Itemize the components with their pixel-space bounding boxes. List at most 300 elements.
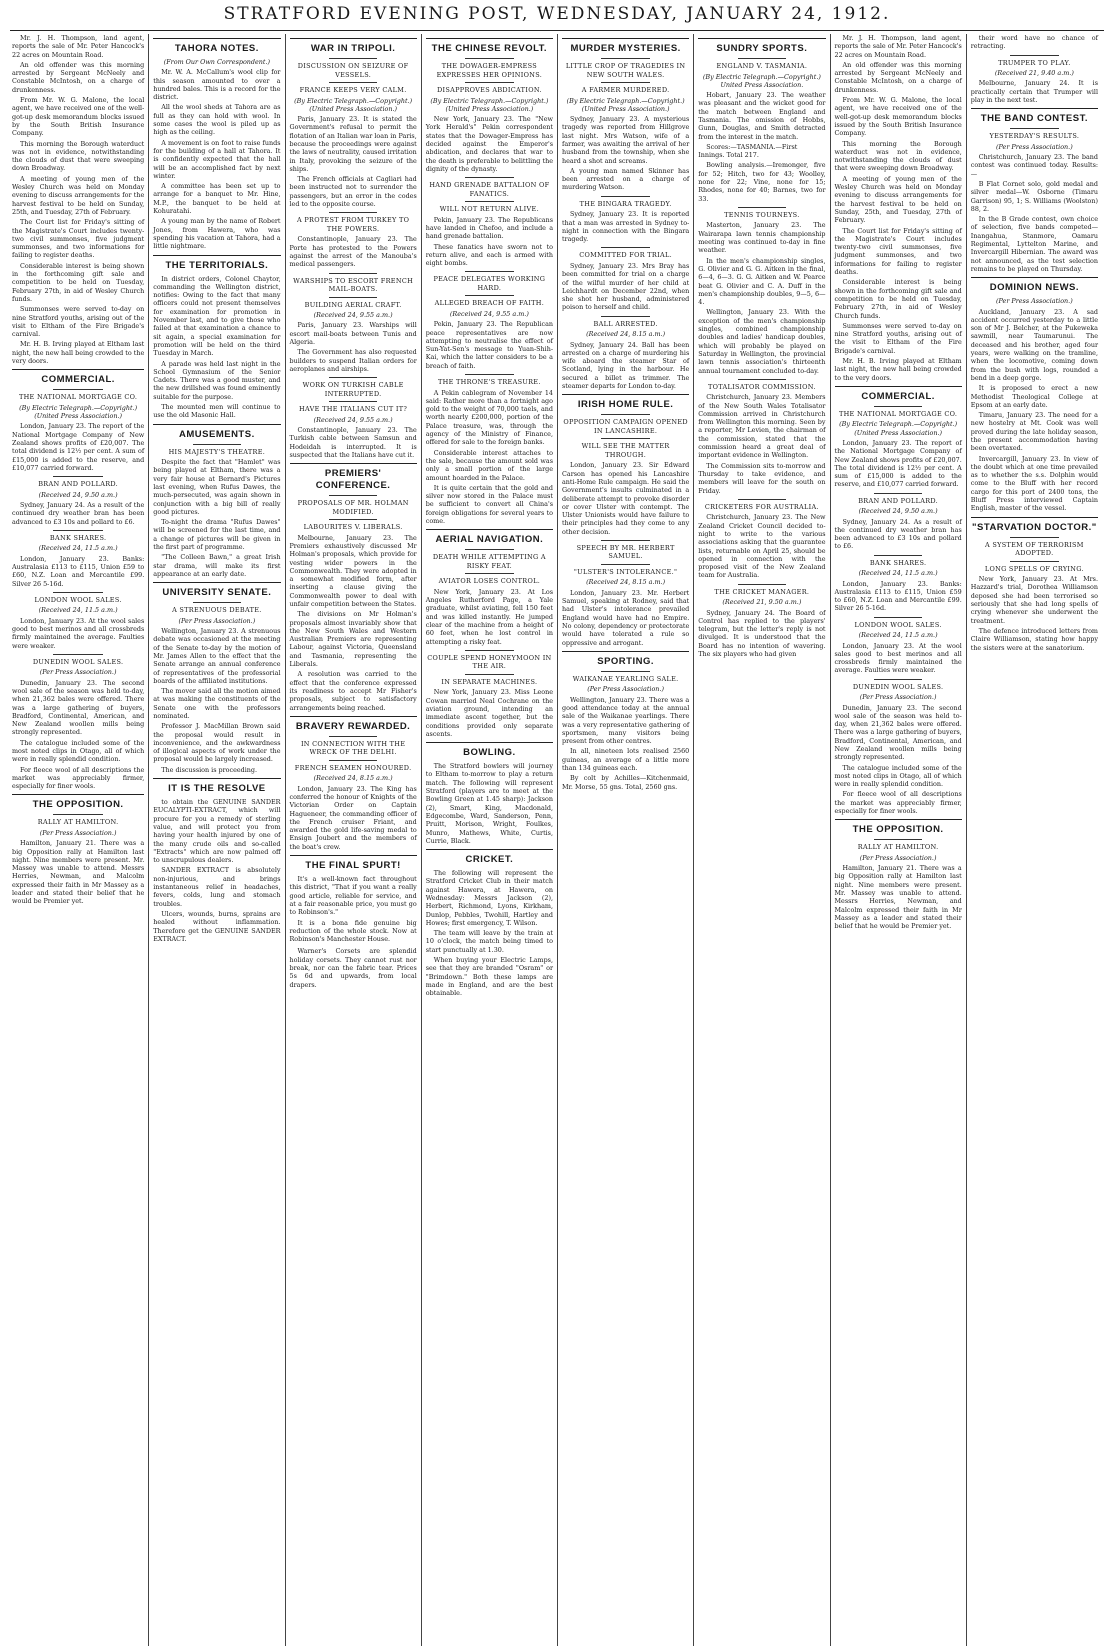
article-paragraph: A young man by the name of Robert Jones, from Hawera, who was spending his vacation at Tahora, had a little nightmare. — [153, 217, 281, 251]
article-byline: (By Electric Telegraph.—Copyright.) (United Press Association.) — [19, 403, 138, 421]
article-headline: CRICKET. — [465, 854, 514, 866]
sub-rule — [329, 82, 377, 83]
article-paragraph: Bowling analysis.—Iremonger, five for 52; Hitch, two for 43; Woolley, none for 22; Vine, none for 15; Rhodes, none for 40; Barnes, two for 33. — [698, 161, 826, 203]
article-subheading: OPPOSITION CAMPAIGN OPENED IN LANCASHIRE. — [563, 418, 688, 435]
article — [290, 716, 417, 851]
article — [835, 679, 962, 816]
article-paragraph: Warner's Corsets are splendid holiday corsets. They cannot rust nor break, nor can the fabric tear. Prices 5s 6d and upwards, from local drapers. — [289, 947, 417, 989]
column-rule — [12, 369, 144, 370]
article — [12, 34, 144, 365]
article-byline: (Per Press Association.) — [996, 297, 1073, 306]
article-subheading: RALLY AT HAMILTON. — [857, 843, 939, 852]
sub-rule — [1010, 537, 1058, 538]
article-paragraph: Christchurch, January 23. Members of the New South Wales Totalisator Commission arrived in Christchurch from Wellington this morning. Seen by a reporter, Mr Levien, the chairman of the commission, stated that the commission heard a great deal of important evidence in Wellington. — [698, 393, 826, 460]
article-subheading: IN CONNECTION WITH THE WRECK OF THE DELHI. — [300, 739, 406, 757]
sub-rule — [53, 814, 103, 815]
article — [12, 369, 144, 472]
article-paragraph: These fanatics have sworn not to return alive, and each is armed with eight bombs. — [425, 242, 553, 268]
article-subheading: "ULSTER'S INTOLERANCE." — [573, 567, 678, 576]
article-subheading: THE BINGARA TRAGEDY. — [579, 199, 672, 208]
article-headline: SPORTING. — [597, 655, 654, 667]
article-subheading: THE CRICKET MANAGER. — [714, 587, 810, 596]
article-paragraph: By colt by Achilles—Kitchenmaid, Mr. Morse, 55 gns. Total, 2560 gns. — [562, 774, 690, 791]
article-paragraph: Hamilton, January 21. There was a big Opposition rally at Hamilton last night. Nine members were present. Mr. Massey was unable to attend. Messrs Herries, Newman, and Malcolm expressed their faith in Mr Massey as a leader and stated their belief that he would be Premier yet. — [12, 839, 145, 906]
article-byline: (Received 24, 8.15 a.m.) — [586, 578, 666, 587]
column-rule — [426, 38, 553, 39]
article-byline: (Received 24, 9.50 a.m.) — [858, 507, 938, 516]
article-paragraph: Melbourne, January 23. The Premiers exhaustively discussed Mr Holman's proposals, which provide for vesting wider powers in the Commonwealth. They were adopted in a somewhat modified form, after inserting a clause giving the Commonwealth power to deal with unfair competition between the States. — [289, 533, 417, 608]
article-byline: (Received 24, 9.55 a.m.) — [449, 309, 529, 318]
article — [835, 386, 962, 489]
sub-rule — [1010, 128, 1058, 129]
article — [12, 530, 144, 588]
article-subheading: LITTLE CROP OF TRAGEDIES IN NEW SOUTH WALES. — [565, 62, 686, 79]
article — [835, 819, 962, 930]
article-paragraph: Wellington, January 23. With the exception of the men's championship singles, combined championship doubles and ladies' handicap doubles, which will probably be played on Saturday in Wellington, the provincial lawn tennis association's thirteenth annual tournament concluded to-day. — [698, 308, 826, 375]
article-subheading: BRAN AND POLLARD. — [38, 480, 119, 489]
article-subheading: YESTERDAY'S RESULTS. — [989, 132, 1080, 141]
article-subheading: WILL SEE THE MATTER THROUGH. — [581, 442, 670, 459]
article-byline: (By Electric Telegraph.—Copyright.) (United Press Association.) — [566, 96, 685, 113]
article-headline: AERIAL NAVIGATION. — [435, 534, 544, 546]
article — [562, 247, 689, 311]
sub-rule — [329, 297, 377, 298]
column-rule — [426, 529, 553, 530]
article-paragraph: The Court list for Friday's sitting of the Magistrate's Court includes twenty-two civil summonses, five judgment summonses, and two informations for failing to register deaths. — [12, 218, 145, 260]
column-rule — [971, 277, 1098, 278]
article-subheading: BUILDING AERIAL CRAFT. — [304, 300, 402, 309]
article-paragraph: This morning the Borough waterduct was not in evidence, notwithstanding the clouds of dust that were sweeping down Broadway. — [12, 139, 145, 173]
article — [971, 108, 1098, 273]
article — [153, 255, 280, 420]
article-paragraph: Mr. J. H. Thompson, land agent, reports the sale of Mr. Peter Hancock's 22 acres on Mountain Road. — [834, 34, 962, 59]
article — [562, 651, 689, 791]
article-paragraph: This morning the Borough waterduct was not in evidence, notwithstanding the clouds of dust that were sweeping down Broadway. — [834, 139, 962, 173]
article-subheading: ALLEGED BREACH OF FAITH. — [434, 299, 545, 308]
article-subheading: FRANCE KEEPS VERY CALM. — [299, 86, 407, 94]
article-subheading: WORK ON TURKISH CABLE INTERRUPTED. — [302, 381, 404, 398]
article-paragraph: Mr. J. H. Thompson, land agent, reports the sale of Mr. Peter Hancock's 22 acres on Mountain Road. — [12, 34, 145, 59]
article-paragraph: New York, January 23. Miss Leone Cowan married Neal Cochrane on the aviation ground, intending an immediate ascent together, but the conditions provided only separate ascents. — [425, 688, 553, 738]
column-7 — [830, 34, 966, 1646]
article — [290, 377, 417, 459]
article-subheading: IN SEPARATE MACHINES. — [441, 677, 538, 686]
article — [290, 212, 417, 268]
article-paragraph: Considerable interest attaches to the sale, because the amount sold was only a small portion of the large amount hoarded in the Palace. — [425, 448, 553, 482]
article-paragraph: Mr. H. B. Irving played at Eltham last night, the new hall being crowded to the very doors. — [834, 356, 962, 382]
article-paragraph: It's a well-known fact throughout this district, "That if you want a really good article, reliable for service, and at a fair reasonable price, you must go to Robinson's." — [289, 875, 417, 917]
article-headline: TAHORA NOTES. — [174, 43, 259, 54]
article-byline: (Per Press Association.) — [587, 685, 664, 694]
article-paragraph: London, January 23. At the wool sales good to best merinos and all crossbreds firmly maintained the average. Faulties were weaker. — [12, 616, 145, 650]
article-paragraph: Professor J. MacMillan Brown said the proposal would result in inconvenience, and the awkwardness of illogical aspects of work under the proposal would be largely increased. — [153, 722, 281, 764]
article-paragraph: their word have no chance of retracting. — [970, 34, 1098, 51]
article-paragraph: It is a bona fide genuine big reduction of the whole stock. Now at Robinson's Manchester House. — [289, 918, 417, 944]
article-subheading: LABOURITES V. LIBERALS. — [303, 523, 403, 532]
sub-rule — [874, 839, 922, 840]
article-paragraph: Sydney, January 24. As a result of the continued dry weather bran has been advanced to £3 10s and pollard to £6. — [12, 500, 145, 526]
article-byline: (Per Press Association.) — [178, 616, 256, 625]
article-subheading: RALLY AT HAMILTON. — [37, 818, 119, 827]
article-headline: IRISH HOME RULE. — [577, 399, 674, 411]
article — [562, 196, 689, 244]
column-rule — [290, 855, 417, 856]
article-paragraph: Pekin, January 23. The Republican peace representatives are now attempting to neutralise the effect of Sun-Yat-Sen's message to Yuan-Shih-Kai, which the latter considers to be a breach of faith. — [425, 320, 553, 370]
article-byline: (Received 24, 11.5 a.m.) — [858, 569, 938, 578]
article-subheading: PEACE DELEGATES WORKING HARD. — [433, 275, 546, 292]
article — [971, 517, 1098, 652]
article-subheading: HAND GRENADE BATTALION OF FANATICS. — [429, 181, 550, 198]
article-paragraph: The discussion is proceeding. — [161, 765, 258, 774]
article-byline: (Per Press Association.) — [859, 693, 937, 702]
article-paragraph: Invercargill, January 23. In view of the doubt which at one time prevailed as to whether the s.s. Dolphin would come to the Bluff with her record cargo for this port of 2400 tons, the Bluff Press interviewed Captain English, master of the vessel. — [970, 454, 1098, 513]
sub-rule — [329, 495, 377, 496]
article — [426, 271, 553, 370]
sub-rule — [601, 564, 649, 565]
sub-rule — [738, 58, 786, 59]
article-paragraph: A meeting of young men of the Wesley Church was held on Monday evening to discuss arrangements for the harvest festival to be held on Sunday, 25th, and Tuesday, 27th of February. — [834, 174, 962, 225]
sub-rule — [329, 377, 377, 378]
article — [971, 34, 1098, 51]
article-subheading: DISAPPROVES ABDICATION. — [436, 86, 542, 94]
sub-rule — [738, 207, 786, 208]
article-paragraph: An old offender was this morning arrested by Sergeant McNeely and Constable McIntosh, on a charge of drunkenness. — [834, 60, 962, 94]
article-paragraph: It is proposed to erect a new Methodist Theological College at Epsom at an early date. — [970, 384, 1098, 409]
article-paragraph: Mr. W. A. McCallum's wool clip for this season amounted to over a hundred bales. This is a record for the district. — [153, 68, 281, 102]
article-byline: (By Electric Telegraph.—Copyright.) United Press Association. — [702, 72, 821, 89]
article-subheading: LONDON WOOL SALES. — [854, 620, 942, 629]
article — [290, 855, 417, 943]
article-paragraph: The Court list for Friday's sitting of the Magistrate's Court includes twenty-two civil summonses, five judgment summonses, and two informations for failing to register deaths. — [834, 226, 962, 277]
article-paragraph: Sydney, January 23. A mysterious tragedy was reported from Hillgrove last night. Mrs Watson, wife of a farmer, was awaiting the arrival of her husband from the township, when she heard a shot and screams. — [562, 115, 690, 165]
article — [290, 463, 417, 712]
article-paragraph: Considerable interest is being shown in the forthcoming gift sale and competition to be held on Tuesday, February 27th, in aid of Wesley Church funds. — [834, 278, 962, 320]
article-byline: (Received 24, 9.50 a.m.) — [38, 490, 118, 499]
article — [835, 555, 962, 613]
article-paragraph: A meeting of young men of the Wesley Church was held on Monday evening to discuss arrangements for the harvest festival to be held on Sunday, 25th, and Tuesday, 27th of February. — [12, 174, 145, 216]
article-subheading: CRICKETERS FOR AUSTRALIA. — [704, 502, 819, 511]
sub-rule — [874, 493, 922, 494]
article-paragraph: Timaru, January 23. The need for a new hostelry at Mt. Cook was well proved during the late holiday season, the present accommodation having been overtaxed. — [970, 411, 1098, 453]
article-paragraph: Hamilton, January 21. There was a big Opposition rally at Hamilton last night. Nine members were present. Mr. Massey was unable to attend. Messrs Herries, Newman, and Malcolm expressed their faith in Mr Massey as a leader and stated their belief that he would be Premier yet. — [834, 864, 962, 931]
sub-rule — [601, 247, 649, 248]
article-paragraph: "The Colleen Bawn," a great Irish star drama, will make its first appearance at an early date. — [153, 553, 281, 578]
sub-rule — [193, 444, 241, 445]
article-headline: WAR IN TRIPOLI. — [310, 43, 396, 54]
article-subheading: THE DOWAGER-EMPRESS EXPRESSES HER OPINIONS. — [436, 62, 543, 79]
article-paragraph: London, January 23. Sir Edward Carson has opened his Lancashire anti-Home Rule campaign. He said the Government's insults culminated in a deliberate attempt to provoke disorder or cover Ulster with contempt. The Ulster Unionists would have failure to their principles had they come to any other decision. — [562, 461, 690, 536]
article-paragraph: The defence introduced letters from Claire Williamson, stating how happy the sisters were at the sanatorium. — [970, 626, 1098, 652]
article-headline: PREMIERS' CONFERENCE. — [315, 468, 391, 492]
article-byline: (Received 21, 9.40 a.m.) — [994, 69, 1074, 78]
article-headline: "STARVATION DOCTOR." — [972, 521, 1097, 533]
article-subheading: BRAN AND POLLARD. — [858, 496, 939, 505]
article-paragraph: The following will represent the Stratford Cricket Club in their match against Hawera, at Hawera, on Wednesday: Messrs Jackson (2), Herbert, Richmond, Lyons, Kirkham, Dunlop, Pebbles, Twohill, Hartley and Howes; first emergency, T. Wilson. — [425, 869, 553, 927]
column-rule — [971, 517, 1098, 518]
sub-rule — [465, 674, 513, 675]
article-byline: (Per Press Association.) — [859, 853, 937, 862]
sub-rule — [465, 573, 513, 574]
article-byline: (Received 24, 8.15 a.m.) — [586, 330, 666, 339]
article-subheading: COMMITTED FOR TRIAL. — [579, 251, 672, 260]
article-paragraph: The Government has also requested builders to suspend Italian orders for aeroplanes and airships. — [289, 348, 417, 373]
article — [426, 374, 553, 525]
article-byline: (Received 24, 8.15 a.m.) — [313, 774, 393, 783]
article-paragraph: A parade was held last night in the School Gymnasium of the Senior Cadets. There was a good muster, and the new drillshed was found eminently suitable for the purpose. — [153, 359, 281, 401]
article-paragraph: Sydney, January 24. Ball has been arrested on a charge of murdering his wife aboard the steamer Star of Scotland, lying in the harbour. He secured a billet as trimmer. The steamer departs for London to-day. — [562, 340, 690, 391]
article-paragraph: All the wool sheds at Tahora are as full as they can hold with wool. In some cases the wool is piled up as high as the ceiling. — [153, 103, 281, 137]
article — [426, 742, 553, 845]
article-paragraph: When buying your Electric Lamps, see that they are branded "Osram" or "Brimdown." Both these lamps are made in England, and are the best obtainable. — [425, 956, 553, 998]
article-paragraph: Constantinople, January 23. The Turkish cable between Samsun and Hodeidah is interrupted. It is suspected that the Italians have cut it. — [289, 425, 417, 459]
article-subheading: WAIKANAE YEARLING SALE. — [572, 674, 679, 683]
column-rule — [290, 716, 417, 717]
article-headline: THE BAND CONTEST. — [980, 113, 1088, 125]
article — [426, 529, 553, 646]
article — [12, 794, 144, 905]
article-subheading: TOTALISATOR COMMISSION. — [708, 382, 816, 391]
article-paragraph: to obtain the GENUINE SANDER EUCALYPTI-EXTRACT, which will procure for you a remedy of sterling value, and will protect you from having your health injured by one of the many crude oils and so-called "Extracts" which are now palmed off to unscrupulous dealers. — [153, 798, 281, 865]
article-subheading: BANK SHARES. — [49, 533, 107, 542]
article-paragraph: Sydney, January 23. It is reported that a man was arrested in Sydney to-night in connection with the Bingara tragedy. — [562, 210, 690, 244]
article-byline: (Received 24, 9.55 a.m.) — [313, 311, 393, 320]
article-subheading: THE NATIONAL MORTGAGE CO. — [18, 393, 138, 402]
article-paragraph: Scores:—TASMANIA.—First Innings. Total 217. — [698, 142, 798, 160]
article — [290, 38, 417, 208]
article-paragraph: Mr. H. B. Irving played at Eltham last night, the new hall being crowded to the very doors. — [12, 340, 145, 365]
sub-rule — [329, 212, 377, 213]
article-subheading: THE NATIONAL MORTGAGE CO. — [838, 409, 958, 418]
sub-rule — [874, 617, 922, 618]
article — [562, 38, 689, 192]
article-paragraph: Sydney, January 24. As a result of the continued dry weather bran has been advanced to £3 10s and pollard to £6. — [834, 517, 962, 551]
article-paragraph: Sydney, January 23. Mrs Bray has been committed for trial on a charge of the wilful murder of her child at Leichhardt on December 22nd, when she shot her husband, administered poison to herself and child. — [562, 261, 690, 312]
article-subheading: PROPOSALS OF MR. HOLMAN MODIFIED. — [297, 499, 409, 516]
sub-rule — [329, 736, 377, 737]
article-paragraph: A committee has been set up to arrange for a banquet to Mr. Hine, M.P., the banquet to be held at Kohuratahi. — [153, 182, 281, 216]
sub-rule — [601, 438, 649, 439]
article-paragraph: B Flat Cornet solo, gold medal and silver medal—W. Osborne (Timaru Garrison) 95, 1; S. Williams (Woolston) 88, 2. — [970, 179, 1098, 213]
column-rule — [562, 651, 689, 652]
article-subheading: A PROTEST FROM TURKEY TO THE POWERS. — [296, 216, 410, 233]
article-paragraph: The Commission sits to-morrow and Thursday to take evidence, and members will leave for the south on Friday. — [698, 461, 826, 495]
article-byline: (Per Press Association.) — [39, 828, 117, 837]
sub-rule — [874, 406, 922, 407]
article-paragraph: Paris, January 23. It is stated the Government's refusal to permit the flotation of an Italian war loan in Paris, because the proceedings were against the laws of neutrality, caused irritation in Italy, provoking the seizure of the ships. — [289, 115, 417, 173]
column-rule — [153, 38, 280, 39]
article-paragraph: The catalogue included some of the most noted clips in Otago, all of which were in really splendid condition. — [834, 763, 962, 789]
sub-rule — [465, 82, 513, 83]
article-headline: THE OPPOSITION. — [32, 799, 124, 811]
article-subheading: TRUMPER TO PLAY. — [998, 58, 1071, 67]
article — [153, 38, 280, 251]
article-paragraph: The mover said all the motion aimed at was making the constituents of the Senate one with the professors nominated. — [153, 687, 281, 720]
article-headline: IT IS THE RESOLVE — [168, 783, 266, 795]
sub-rule — [329, 519, 377, 520]
article-paragraph: For fleece wool of all descriptions the market was appreciably firmer, especially for finer wools. — [12, 765, 145, 791]
sub-rule — [874, 555, 922, 556]
sub-rule — [601, 671, 649, 672]
article-subheading: DISCUSSION ON SEIZURE OF VESSELS. — [297, 62, 409, 79]
sub-rule — [601, 58, 649, 59]
article — [835, 34, 962, 382]
article-headline: BOWLING. — [463, 747, 516, 759]
article-subheading: COUPLE SPEND HONEYMOON IN THE AIR. — [427, 653, 552, 671]
article-byline: (Received 21, 9.50 a.m.) — [722, 598, 802, 607]
article — [12, 654, 144, 791]
article-paragraph: London, January 23. Banks: Australasia £113 to £115, Union £59 to £60, N.Z. Loan and Mercantile £99. Silver 26 5-16d. — [12, 554, 145, 588]
article-paragraph: A movement is on foot to raise funds for the building of a hall at Tahora. It is confidently expected that the hall will be an accomplished fact by next winter. — [153, 138, 281, 180]
article — [698, 499, 825, 580]
article-subheading: SPEECH BY MR. HERBERT SAMUEL. — [576, 543, 675, 561]
sub-rule — [193, 602, 241, 603]
article-paragraph: Dunedin, January 23. The second wool sale of the season was held to-day, when 21,362 bales were offered. There was a large gathering of buyers, Bradford, Continental, American, and New Zealand woollen mills being strongly represented. — [12, 678, 145, 737]
article-paragraph: The French officials at Cagliari had been instructed not to surrender the passengers, but an error in the codes led to the opposite course. — [289, 175, 417, 209]
sub-rule — [53, 592, 103, 593]
article-byline: (Per Press Association.) — [39, 668, 117, 677]
article-subheading: WILL NOT RETURN ALIVE. — [439, 205, 539, 214]
article-subheading: FRENCH SEAMEN HONOURED. — [294, 763, 412, 772]
article — [562, 394, 689, 536]
article-paragraph: London, January 23. Mr. Herbert Samuel, speaking at Rodney, said that had Ulster's intolerance prevailed England would have had no Empire. No colony, dependency or protectorate would have tolerated a rule so oppressive and arrogant. — [562, 588, 690, 647]
article-paragraph: Summonses were served to-day on nine Stratford youths, arising out of the visit to Eltham of the Fire Brigade's carnival. — [12, 305, 145, 339]
article-headline: UNIVERSITY SENATE. — [162, 587, 272, 599]
column-5 — [557, 34, 693, 1646]
sub-rule — [601, 540, 649, 541]
sub-rule — [465, 58, 513, 59]
article-paragraph: For fleece wool of all descriptions the market was appreciably firmer, especially for finer wools. — [834, 790, 962, 816]
article-subheading: DUNEDIN WOOL SALES. — [852, 682, 944, 691]
article-paragraph: Dunedin, January 23. The second wool sale of the season was held to-day, when 21,362 bales were offered. There was a large gathering of buyers, Bradford, Continental, American, and New Zealand woollen mills being strongly represented. — [834, 703, 962, 762]
article-paragraph: London, January 23. The report of the National Mortgage Company of New Zealand shows profits of £20,007. The total dividend is 12½ per cent. A sum of £15,000 is added to the reserve, and £10,077 carried forward. — [12, 422, 145, 472]
sub-rule — [465, 177, 513, 178]
article-paragraph: Ulcers, wounds, burns, sprains are healed without inflammation. Therefore get the GENUINE SANDER EXTRACT. — [153, 909, 281, 943]
article-paragraph: Masterton, January 23. The Wairarapa lawn tennis championship meeting was continued to-day in fine weather. — [698, 221, 826, 255]
article-paragraph: A young man named Skinner has been arrested on a charge of murdering Watson. — [562, 166, 690, 192]
article-paragraph: The divisions on Mr Holman's proposals almost invariably show that the New South Wales and Western Australian Premiers are representing Labour, against Victoria, Queensland and Tasmania, representing the Liberals. — [289, 610, 417, 669]
article-paragraph: In the men's championship singles, G. Olivier and G. G. Aitken in the final, 6—4, 6—3. G. G. Aitken and W. Pearce beat G. Olivier and C. A. Duff in the men's championship doubles, 9—5, 6—4. — [698, 256, 826, 307]
article — [698, 207, 825, 375]
article-headline: AMUSEMENTS. — [179, 428, 255, 440]
column-1 — [12, 34, 148, 1646]
column-rule — [835, 819, 962, 820]
sub-rule — [465, 295, 513, 296]
article — [153, 582, 280, 774]
article — [835, 493, 962, 551]
article-paragraph: An old offender was this morning arrested by Sergeant McNeely and Constable McIntosh, on a charge of drunkenness. — [12, 60, 145, 94]
sub-rule — [1010, 55, 1058, 56]
article — [971, 55, 1098, 105]
article-subheading: HIS MAJESTY'S THEATRE. — [168, 447, 266, 456]
column-rule — [835, 386, 962, 387]
article — [153, 778, 280, 943]
article-paragraph: From Mr. W. G. Malone, the local agent, we have received one of the well-got-up desk memorandum blocks issued by the South British Insurance Company. — [834, 96, 962, 138]
article-paragraph: London, January 23. The report of the National Mortgage Company of New Zealand shows profits of £20,007. The total dividend is 12½ per cent. A sum of £15,000 is added to the reserve, and £10,077 carried forward. — [834, 438, 962, 489]
article-subheading: TENNIS TOURNEYS. — [724, 210, 800, 219]
sub-rule — [329, 273, 377, 274]
article-paragraph: To-night the drama "Rufus Dawes" will be screened for the last time, and a change of pictures will be given in the first part of programme. — [153, 518, 281, 552]
article — [562, 316, 689, 391]
article-paragraph: Christchurch, January 23. The band contest was continued today. Results:— — [970, 153, 1098, 178]
article-subheading: WARSHIPS TO ESCORT FRENCH MAIL-BOATS. — [293, 276, 414, 294]
article-paragraph: Despite the fact that "Hamlet" was being played at Eltham, there was a very fair house at Bernard's Pictures last evening, when Rufus Dawes, the much-persecuted, was again shown in conjunction with a big bill of really good pictures. — [153, 458, 281, 516]
article — [835, 617, 962, 675]
sub-rule — [738, 499, 786, 500]
sub-rule — [465, 374, 513, 375]
article-paragraph: New York, January 23. At Los Angeles Rutherford Page, a Yale graduate, whilst aviating, fell 150 feet and was killed instantly. He jumped clear of the machine from a height of 60 feet, when he lost control in attempting a risky feat. — [425, 587, 553, 646]
article-paragraph: A resolution was carried to the effect that the conference expressed its readiness to accept Mr Fisher's proposals, subject to satisfactory arrangements being reached. — [289, 670, 417, 712]
article-subheading: ENGLAND V. TASMANIA. — [716, 62, 808, 70]
article-subheading: BALL ARRESTED. — [593, 319, 658, 328]
article-paragraph: The Stratford bowlers will journey to Eltham to-morrow to play a return match. The following will represent Stratford (players are to meet at the Bowling Green at 1.45 sharp): Jackson (2), Smart, King, Macdonald, Edgecombe, Ward, Sanderson, Penn, Pruitt, Morison, Wright, Foulkes, Munro, Mathews, White, Curtis, Currie, Black. — [425, 762, 553, 845]
column-rule — [562, 394, 689, 395]
article-byline: (By Electric Telegraph.—Copyright.) (United Press Association.) — [430, 96, 549, 113]
article-headline: MURDER MYSTERIES. — [570, 43, 681, 54]
article-paragraph: A Pekin cablegram of November 14 said: Rather more than a fortnight ago gold to the weight of 70,000 taels, and worth nearly £200,000, portion of the Palace treasure, was, through the agency of the Ministry of Finance, offered for sale to the foreign banks. — [425, 388, 553, 447]
article-paragraph: The catalogue included some of the most noted clips in Otago, all of which were in really splendid condition. — [12, 738, 145, 764]
article-subheading: A STRENUOUS DEBATE. — [172, 606, 262, 615]
article-paragraph: Constantinople, January 23. The Porte has protested to the Powers against the arrest of the Manouba's medical passengers. — [289, 235, 417, 269]
article-subheading: HAVE THE ITALIANS CUT IT? — [299, 405, 408, 414]
masthead-title: STRATFORD EVENING POST, WEDNESDAY, JANUARY 24, 1912. — [10, 4, 1104, 31]
column-rule — [290, 463, 417, 464]
sub-rule — [53, 654, 103, 655]
article — [290, 947, 417, 988]
column-rule — [290, 38, 417, 39]
article-subheading: DUNEDIN WOOL SALES. — [32, 657, 124, 666]
article-paragraph: Considerable interest is being shown in the forthcoming gift sale and competition to be held on Tuesday, February 27th, in aid of Wesley Church funds. — [12, 261, 145, 303]
column-rule — [153, 424, 280, 425]
article-headline: COMMERCIAL. — [861, 390, 935, 402]
article-byline: (By Electric Telegraph.—Copyright.) (United Press Association.) — [294, 96, 413, 113]
column-3 — [285, 34, 421, 1646]
sub-rule — [465, 271, 513, 272]
sub-rule — [601, 196, 649, 197]
article-paragraph: Summonses were served to-day on nine Stratford youths, arising out of the visit to Eltham of the Fire Brigade's carnival. — [834, 321, 962, 355]
article-headline: COMMERCIAL. — [41, 374, 115, 386]
article — [971, 277, 1098, 512]
article-headline: THE OPPOSITION. — [852, 824, 944, 836]
article-paragraph: London, January 23. The King has conferred the honour of Knights of the Victorian Order on Captain Hagueneer, the commanding officer of the French cruiser Friant, and awarded the gold life-saving medal to Ensign Joubert and the members of the boat's crew. — [289, 784, 417, 851]
sub-rule — [601, 414, 649, 415]
article — [290, 273, 417, 374]
article-paragraph: From Mr. W. G. Malone, the local agent, we have received one of the well-got-up desk memorandum blocks issued by the South British Insurance Company. — [12, 96, 145, 138]
article-byline: (Received 24, 11.5 a.m.) — [858, 631, 938, 640]
article-subheading: BANK SHARES. — [869, 558, 927, 567]
article-subheading: AVIATOR LOSES CONTROL. — [438, 577, 541, 586]
article-byline: (Received 24, 11.5 a.m.) — [38, 544, 118, 553]
article-paragraph: Sydney, January 24. The Board of Control has replied to the players' telegram, but the letter's reply is not divulged. It is understood that the Board has no intention of wavering. The six players who had given — [698, 608, 826, 659]
sub-rule — [738, 379, 786, 380]
article-byline: (Received 24, 9.55 a.m.) — [313, 415, 393, 424]
sub-rule — [465, 650, 513, 651]
article-subheading: A SYSTEM OF TERRORISM ADOPTED. — [985, 540, 1084, 558]
article-headline: SUNDRY SPORTS. — [716, 43, 808, 54]
sub-rule — [601, 316, 649, 317]
article — [426, 849, 553, 997]
sub-rule — [738, 584, 786, 585]
sub-rule — [329, 58, 377, 59]
column-8 — [966, 34, 1102, 1646]
article-paragraph: Auckland, January 23. A sad accident occurred yesterday to a little son of Mr J. Belcher, at the Pukeweka sawmill, near Taumarunui. The deceased and his brother, aged four years, were walking on the tramline, when the locomotive, coming down from the bush with logs, rounded a bend in a deep gorge. — [970, 307, 1098, 382]
article — [426, 650, 553, 738]
article-paragraph: Wellington, January 23. There was a good attendance today at the annual sale of the Waikanae yearlings. There was a very representative gathering of sportsmen, many visitors being present from other centres. — [562, 695, 690, 746]
article-paragraph: In all, nineteen lots realised 2560 guineas, an average of a little more than 134 guineas each. — [562, 747, 690, 773]
column-rule — [153, 255, 280, 256]
article-subheading: LONG SPELLS OF CRYING. — [984, 564, 1084, 573]
column-4 — [421, 34, 557, 1646]
article-headline: THE FINAL SPURT! — [305, 860, 401, 872]
